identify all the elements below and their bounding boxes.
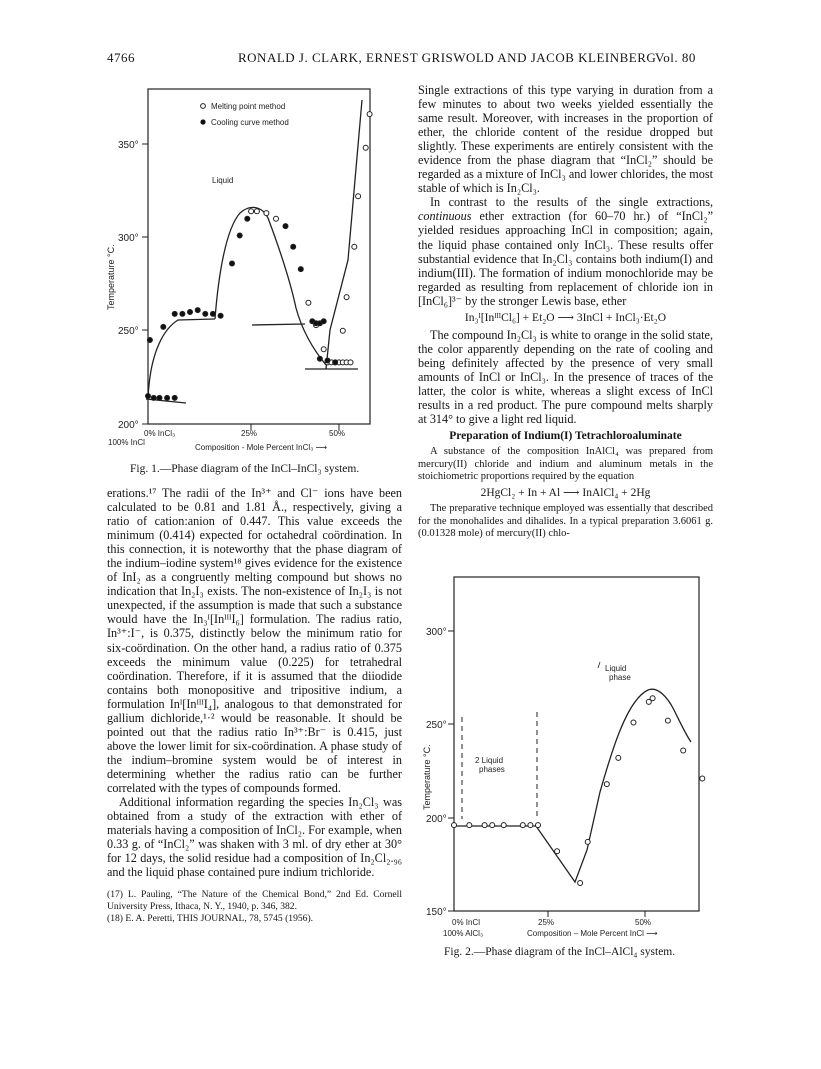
fig1-curve-dome bbox=[215, 207, 326, 365]
fig1-y-axis bbox=[142, 144, 339, 430]
fig2-point-s0-11 bbox=[604, 782, 609, 787]
fig1-point-s1-16 bbox=[245, 216, 250, 221]
right-paragraph-5: The preparative technique employed was essentially that described for the monohalides and dihalides. In a typical preparation 3.6061 g. (0.01328 mole) of mercury(II) chlo- bbox=[418, 503, 713, 540]
fig1-point-s1-2 bbox=[157, 395, 162, 400]
fig1-xlabel: Composition - Mole Percent InCl₃ ⟶ bbox=[195, 443, 328, 452]
fig1-point-s0-1 bbox=[254, 209, 259, 214]
fig2-xtick-0-sub: 100% AlCl₃ bbox=[443, 929, 484, 938]
fig1-ytick-300: 300° bbox=[118, 233, 139, 244]
fig1-point-s1-11 bbox=[203, 311, 208, 316]
fig2-point-s0-10 bbox=[585, 839, 590, 844]
left-column bbox=[107, 486, 402, 925]
fig1-xtick-25: 25% bbox=[241, 429, 258, 438]
fig1-point-s1-15 bbox=[237, 233, 242, 238]
fig2-point-s0-13 bbox=[631, 720, 636, 725]
fig1-point-s0-17 bbox=[356, 194, 361, 199]
right-paragraph-3: The compound In₂Cl₃ is white to orange in the solid state, the color apparently depending on the rate of cooling and being definitely affected by the presence of very small amounts of InCl or InCl₃. In the presence of traces of the latter, the color is white, whereas a slight excess of InCl results in a red product. The pure compound melts sharply at 314° to give a light red liquid. bbox=[418, 327, 713, 427]
fig1-point-s0-15 bbox=[344, 295, 349, 300]
fig2-label-two-liquid: 2 Liquid bbox=[475, 756, 504, 765]
fig1-point-s1-10 bbox=[195, 308, 200, 313]
right-paragraph-4: A substance of the composition InAlCl₄ was prepared from mercury(II) chloride and indium and aluminum metals in the stoichiometric proportions required by the equation bbox=[418, 446, 713, 482]
fig1-point-s0-4 bbox=[306, 300, 311, 305]
fig2-xtick-50: 50% bbox=[635, 918, 652, 927]
fig2-point-s0-12 bbox=[616, 755, 621, 760]
fig2-label-tick bbox=[598, 662, 600, 668]
footnote-18: (18) E. A. Peretti, THIS JOURNAL, 78, 5745 (1956). bbox=[107, 913, 314, 925]
fig2-markers bbox=[452, 696, 705, 886]
fig2-point-s0-4 bbox=[501, 823, 506, 828]
fig2-point-s0-5 bbox=[520, 823, 525, 828]
fig2-xlabel: Composition – Mole Percent InCl ⟶ bbox=[527, 929, 658, 938]
fig2-point-s0-15 bbox=[650, 696, 655, 701]
fig1-point-s1-26 bbox=[333, 360, 338, 365]
fig1-plot-frame bbox=[148, 89, 370, 424]
fig2-label-phase: phase bbox=[609, 673, 631, 682]
fig2-point-s0-6 bbox=[528, 823, 533, 828]
fig2-xtick-25: 25% bbox=[538, 918, 555, 927]
fig1-point-s0-16 bbox=[352, 244, 357, 249]
fig1-point-s1-25 bbox=[325, 358, 330, 363]
fig1-curve-plateau bbox=[252, 324, 305, 325]
fig1-xtick-50: 50% bbox=[329, 429, 346, 438]
page-number: 4766 bbox=[107, 50, 135, 65]
fig1-ytick-250: 250° bbox=[118, 326, 139, 337]
fig1-point-s0-3 bbox=[274, 216, 279, 221]
fig1-point-s0-14 bbox=[340, 328, 345, 333]
fig2-ytick-150: 150° bbox=[426, 907, 447, 918]
fig1-point-s1-6 bbox=[161, 324, 166, 329]
fig2-point-s0-2 bbox=[482, 823, 487, 828]
right-column bbox=[418, 83, 713, 541]
fig1-point-s1-5 bbox=[147, 338, 152, 343]
fig1-point-s1-13 bbox=[218, 313, 223, 318]
fig2-point-s0-1 bbox=[467, 823, 472, 828]
section-heading: Preparation of Indium(I) Tetrachloroaluminate bbox=[449, 430, 682, 443]
fig2-point-s0-16 bbox=[665, 718, 670, 723]
fig2-ytick-250: 250° bbox=[426, 720, 447, 731]
figure-1-chart bbox=[100, 80, 400, 470]
fig1-legend-open-marker bbox=[201, 104, 206, 109]
fig1-legend-melting: Melting point method bbox=[211, 102, 286, 111]
fig2-point-s0-3 bbox=[490, 823, 495, 828]
right-paragraph-1: Single extractions of this type varying in duration from a few minutes to about two weeks yielded essentially the same result. Moreover, with increases in the proportion of ether, the chloride content of the residue dropped but slightly. These experiments are entirely consistent with the evidence from the phase diagram that “InCl₂” should be regarded as a mixture of InCl₃ and lower chlorides, the most stable of which is In₂Cl₃. bbox=[418, 83, 713, 196]
fig2-point-s0-9 bbox=[578, 881, 583, 886]
fig1-point-s0-2 bbox=[264, 211, 269, 216]
fig1-point-s1-18 bbox=[291, 244, 296, 249]
volume-label: Vol. 80 bbox=[655, 50, 696, 65]
fig1-point-s1-12 bbox=[210, 311, 215, 316]
fig1-point-s1-24 bbox=[317, 356, 322, 361]
equation-2: 2HgCl₂ + In + Al ⟶ InAlCl₄ + 2Hg bbox=[480, 487, 651, 500]
fig2-ytick-200: 200° bbox=[426, 814, 447, 825]
fig2-label-phases: phases bbox=[479, 765, 505, 774]
fig1-curve-left-branch bbox=[148, 319, 215, 399]
fig1-ytick-350: 350° bbox=[118, 140, 139, 151]
right-paragraph-2: In contrast to the results of the single extractions, continuous ether extraction (for 60–70 hr.) of “InCl₂” yielded residues approaching InCl in composition; again, the liquid phase contained only InCl₃. These results offer substantial evidence that In₂Cl₃ contains both indium(I) and indium(III). The formation of indium monochloride may be regarded as resulting from replacement of chloride ion in [InCl₆]³⁻ by the stronger Lewis base, ether bbox=[418, 195, 713, 308]
fig2-point-s0-0 bbox=[452, 823, 457, 828]
fig2-xtick-0: 0% InCl bbox=[452, 918, 481, 927]
fig2-point-s0-7 bbox=[536, 823, 541, 828]
running-head-authors: RONALD J. CLARK, ERNEST GRISWOLD AND JACOB KLEINBERG bbox=[238, 50, 657, 65]
fig2-label-liquid: Liquid bbox=[605, 664, 627, 673]
fig2-plot-frame bbox=[454, 577, 699, 911]
fig2-ylabel: Temperature °C. bbox=[422, 744, 432, 810]
fig1-curves bbox=[146, 100, 362, 403]
footnote-17: (17) L. Pauling, “The Nature of the Chemical Bond,” 2nd Ed. Cornell University Press, Ithaca, N. Y., 1940, p. 346, 382. bbox=[107, 889, 402, 913]
fig1-point-s1-1 bbox=[151, 395, 156, 400]
fig1-point-s1-7 bbox=[172, 311, 177, 316]
fig1-point-s0-13 bbox=[348, 360, 353, 365]
fig1-xtick-0-sub: 100% InCl bbox=[108, 438, 145, 447]
fig1-point-s0-19 bbox=[367, 112, 372, 117]
fig1-point-s1-8 bbox=[180, 311, 185, 316]
fig1-point-s1-4 bbox=[172, 395, 177, 400]
fig1-region-liquid: Liquid bbox=[212, 176, 234, 185]
fig2-point-s0-18 bbox=[700, 776, 705, 781]
fig1-point-s1-0 bbox=[146, 394, 151, 399]
fig1-markers bbox=[146, 112, 373, 401]
fig2-point-s0-17 bbox=[681, 748, 686, 753]
fig1-point-s1-3 bbox=[165, 395, 170, 400]
fig1-point-s1-17 bbox=[283, 224, 288, 229]
figure-2-caption: Fig. 2.—Phase diagram of the InCl–AlCl₄ system. bbox=[444, 946, 676, 958]
fig1-point-s0-0 bbox=[249, 209, 254, 214]
fig2-liquidus-curve bbox=[454, 689, 691, 882]
italic-continuous: continuous bbox=[418, 209, 472, 224]
left-paragraph-1: erations.¹⁷ The radii of the In³⁺ and Cl⁻ ions have been calculated to be 0.81 and 1.81 Å., respectively, giving a ratio of cation:anion of 0.447. This value exceeds the minimum (0.414) expected for octahedral coördination. In this connection, it is noteworthy that the phase diagram of the indium–iodine system¹⁸ gives evidence for the existence of InI₂ as a congruently melting compound but shows no indication that In₂I₃ exists. The non-existence of In₂I₃ is not unexpected, if the assumption is made that such a substance would have the In₃ᴵ[InᴵᴵᴵI₆] formulation. The radius ratio, In³⁺:I⁻, is 0.375, distinctly below the minimum ratio for six-coördination. On the other hand, a radius ratio of 0.375 exceeds the minimum value (0.225) for tetrahedral coördination. Therefore, if it is assumed that the diiodide contains both monopositive and tripositive indium, a formulation Inᴵ[InᴵᴵᴵI₄], analogous to that demonstrated for gallium dichloride,¹·² would be reasonable. It should be pointed out that the radius ratio In³⁺:Br⁻ is 0.415, just above the lower limit for six-coördination. A phase study of the indium–bromine system would be of interest in determining whether the radius ratio can be further correlated with the types of compounds formed. bbox=[107, 486, 402, 795]
figure-1-caption: Fig. 1.—Phase diagram of the InCl–InCl₃ system. bbox=[130, 463, 360, 475]
fig1-xtick-0: 0% InCl₃ bbox=[144, 429, 176, 438]
fig1-point-s1-23 bbox=[321, 319, 326, 324]
fig1-ytick-200: 200° bbox=[118, 420, 139, 431]
fig1-point-s1-19 bbox=[298, 267, 303, 272]
fig1-legend-cooling: Cooling curve method bbox=[211, 118, 289, 127]
fig1-point-s1-9 bbox=[188, 310, 193, 315]
fig2-point-s0-8 bbox=[555, 849, 560, 854]
fig2-ytick-300: 300° bbox=[426, 627, 447, 638]
equation-1: In₃ᴵ[InᴵᴵᴵCl₆] + Et₂O ⟶ 3InCl + InCl₃·Et₂O bbox=[464, 311, 667, 324]
fig1-point-s0-6 bbox=[321, 347, 326, 352]
left-paragraph-2: Additional information regarding the species In₂Cl₃ was obtained from a study of the extraction with ether of materials having a composition of InCl₂. For example, when 0.33 g. of “InCl₂” was shaken with 3 ml. of dry ether at 30° for 12 days, the solid residue had a composition of In₂Cl₂.₉₆ and the liquid phase contained pure indium trichloride. bbox=[107, 795, 402, 880]
figure-2-chart bbox=[412, 570, 712, 942]
fig1-ylabel: Temperature °C. bbox=[106, 244, 116, 310]
fig1-point-s1-14 bbox=[230, 261, 235, 266]
fig1-legend-filled-marker bbox=[200, 119, 205, 124]
fig1-point-s0-18 bbox=[363, 145, 368, 150]
